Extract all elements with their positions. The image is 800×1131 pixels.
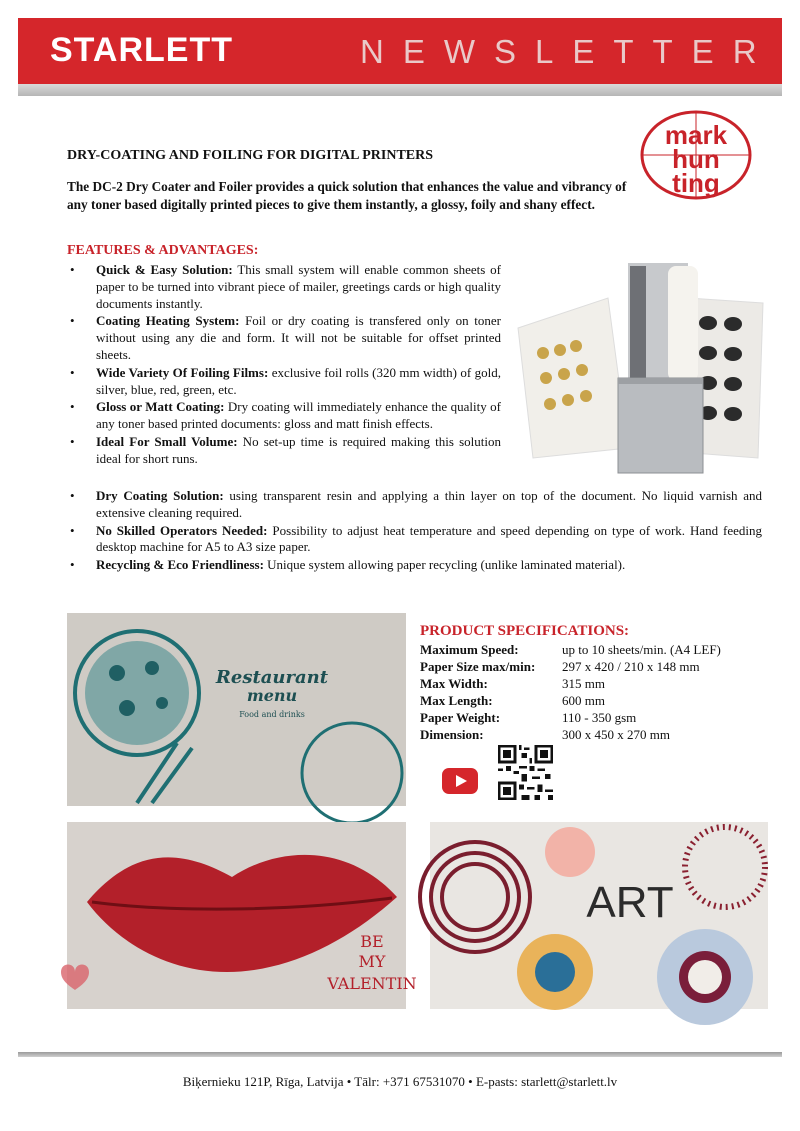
spec-value: 300 x 450 x 270 mm [562,727,670,742]
red-foil-lips-photo [67,822,417,1009]
spec-label [420,726,562,743]
feature-item [67,399,501,433]
footer-contact: Biķernieku 121P, Rīga, Latvija • Tālr: +371 67531070 • E-pasts: starlett@starlett.lv [182,1074,618,1089]
lips-be-text: BE [360,932,384,951]
feature-text: Possibility to adjust heat temperature and speed depending on type of work. Hand feeding desktop machine for A5 to A3 size paper. [96,522,763,555]
spec-row [420,709,721,726]
spec-colon: : [483,676,488,691]
spec-label-text: Dimension [420,727,480,742]
feature-item [67,262,501,312]
spec-colon: : [479,727,484,742]
spec-label-text: Max Width [420,676,484,691]
spec-value: 315 mm [562,676,605,691]
badge-line-1: mark [664,120,728,150]
feature-name: Gloss or Matt Coating: [96,399,225,415]
article-title: DRY-COATING AND FOILING FOR DIGITAL PRINTERS [67,148,434,163]
bullet: • [70,364,75,380]
feature-text: Unique system allowing paper recycling (unlike laminated material). [263,557,626,573]
spec-value: 600 mm [562,693,605,708]
spec-row [420,658,721,675]
feature-name: Dry Coating Solution: [96,488,224,503]
feature-item [67,434,501,468]
lips-my-text: MY [358,952,386,971]
bullet: • [70,399,75,415]
spec-row [420,726,721,743]
newsletter-title: NEWSLETTER [360,33,776,70]
bullet: • [70,557,75,573]
spec-colon: : [530,659,536,674]
badge-line-3: ting [672,168,720,198]
spec-row [420,692,721,709]
menu-caption-text: Food and drinks [239,710,305,719]
starlett-logo: STARLETT [50,31,234,69]
feature-name: Ideal For Small Volume: [96,433,238,449]
feature-item [67,488,762,522]
spec-row [420,641,721,658]
feature-item [67,523,762,557]
spec-row [420,675,721,692]
footer-divider [18,1052,782,1057]
feature-name: Wide Variety Of Foiling Films: [96,364,269,380]
bullet: • [70,262,75,277]
feature-item [67,365,501,399]
feature-item [67,557,762,574]
feature-text: No set-up time is required making this solution ideal for short runs. [96,433,501,466]
markhunting-badge-logo [640,110,752,200]
spec-colon: : [514,642,519,657]
youtube-icon[interactable] [442,768,478,794]
feature-item [67,313,501,363]
qr-code-icon[interactable] [498,745,553,800]
spec-colon: : [488,693,493,708]
spec-label-text: Maximum Speed [420,642,515,657]
feature-text: exclusive foil rolls (320 mm width) of gold, silver, blue, red, green, etc. [96,364,501,397]
spec-label [420,692,562,709]
bullet: • [70,313,75,329]
spec-label-text: Paper Size max/min [420,659,531,674]
specs-heading: PRODUCT SPECIFICATIONS: [420,623,630,639]
bullet: • [70,522,75,538]
feature-name: Recycling & Eco Friendliness: [96,557,264,573]
feature-name: Quick & Easy Solution: [96,262,233,277]
article-intro: The DC-2 Dry Coater and Foiler provides a quick solution that enhances the value and vibrancy of any toner based digitally printed pieces to give them instantly, a glossy, foily and shany effect. [67,179,627,212]
spec-label [420,709,562,726]
feature-text: Foil or dry coating is transfered only on toner without using any die and form. It will not be suitable for offset printed sheets. [96,313,501,362]
features-list-top [67,262,501,469]
menu-subtitle-text: menu [246,686,298,705]
restaurant-menu-foil-photo [67,613,406,806]
badge-line-2: hun [672,144,720,174]
feature-name: Coating Heating System: [96,313,240,329]
lips-valentine-text: VALENTIN [327,974,417,993]
feature-text: using transparent resin and applying a thin layer on top of the document. No liquid varnish and extensive cleaning required. [96,488,763,520]
spec-label [420,675,562,692]
spec-colon: : [495,710,501,725]
header-strip [18,84,782,96]
art-word-text: ART [586,878,674,927]
specs-table [420,641,721,743]
spec-value: up to 10 sheets/min. (A4 LEF) [562,642,721,657]
feature-name: No Skilled Operators Needed: [96,522,268,538]
features-list-bottom [67,488,762,575]
spec-value: 297 x 420 / 210 x 148 mm [562,659,700,674]
art-foil-circles-photo [430,822,768,1009]
spec-label [420,658,562,675]
features-heading: FEATURES & ADVANTAGES: [67,243,259,258]
spec-label [420,641,562,658]
feature-text: Dry coating will immediately enhance the quality of any toner based printed documents: gloss and matt finish effects. [96,399,501,432]
menu-title-text: Restaurant [215,667,329,688]
spec-label-text: Paper Weight [420,710,496,725]
dry-coater-machine-photo [518,258,763,478]
bullet: • [70,488,75,503]
spec-label-text: Max Length [420,693,489,708]
bullet: • [70,433,75,449]
spec-value: 110 - 350 gsm [562,710,637,725]
feature-text: This small system will enable common sheets of paper to be turned into vibrant piece of mailer, greetings cards or high quality documents instantly. [96,262,501,311]
